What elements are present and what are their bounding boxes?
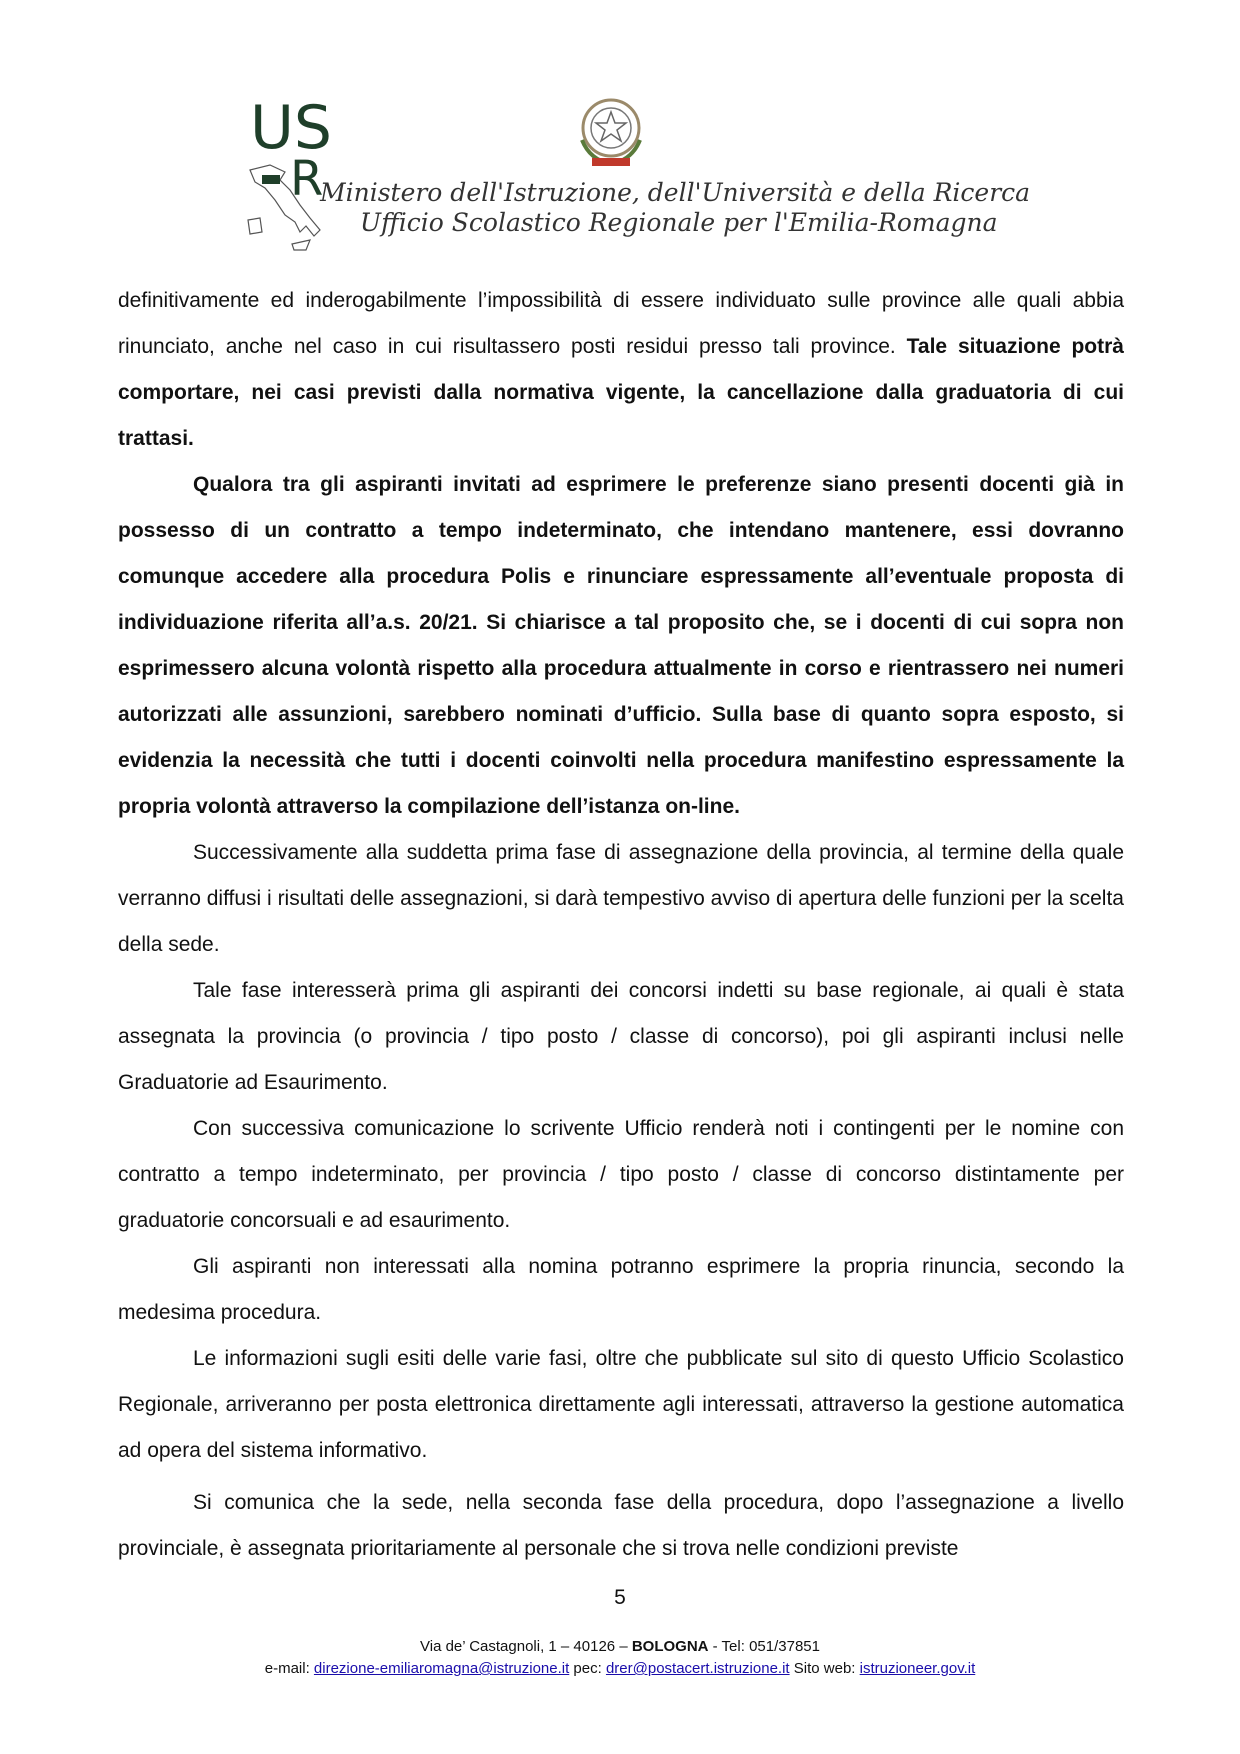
footer-address — [0, 1636, 1240, 1658]
footer-email-label: e-mail: — [264, 1660, 314, 1677]
letterhead — [240, 80, 1031, 250]
ministry-line-2: Ufficio Scolastico Regionale per l'Emilia-Romagna — [360, 208, 998, 237]
footer-email-link[interactable]: direzione-emiliaromagna@istruzione.it — [313, 1660, 570, 1677]
paragraph-4: Tale fase interesserà prima gli aspiranti dei concorsi indetti su base regionale, ai quali è stata assegnata la provincia (o provincia / tipo posto / classe di concorso), poi gli aspiranti inclusi nelle Graduatorie ad Esaurimento. — [118, 979, 1124, 1094]
page-number: 5 — [614, 1586, 626, 1609]
footer-city: BOLOGNA — [631, 1638, 709, 1655]
footer-contacts — [0, 1658, 1240, 1680]
ministry-line-1: Ministero dell'Istruzione, dell'Università e della Ricerca — [320, 178, 1031, 207]
footer-pec-label: pec: — [569, 1660, 606, 1677]
footer-site-label: Sito web: — [789, 1660, 860, 1677]
letter-body — [118, 278, 1124, 1572]
footer-address-suffix: - Tel: 051/37851 — [708, 1638, 820, 1655]
paragraph-1-bold: Tale situazione potrà comportare, nei casi previsti dalla normativa vigente, la cancellazione dalla graduatoria di cui trattasi. — [118, 335, 1124, 450]
paragraph-5: Con successiva comunicazione lo scrivente Ufficio renderà noti i contingenti per le nomine con contratto a tempo indeterminato, per provincia / tipo posto / classe di concorso distintamente per graduatorie concorsuali e ad esaurimento. — [118, 1117, 1124, 1232]
paragraph-1 — [118, 278, 1124, 462]
footer-pec-link[interactable]: drer@postacert.istruzione.it — [605, 1660, 790, 1677]
italy-map-icon — [240, 160, 330, 255]
footer-site-link[interactable]: istruzioneer.gov.it — [859, 1660, 976, 1677]
paragraph-7: Le informazioni sugli esiti delle varie fasi, oltre che pubblicate sul sito di questo Ufficio Scolastico Regionale, arriveranno per posta elettronica direttamente agli interessati, attraverso la gestione automatica ad opera del sistema informativo. — [118, 1347, 1124, 1462]
usr-logo-r: R — [290, 151, 324, 207]
paragraph-1-text: definitivamente ed inderogabilmente l’impossibilità di essere individuato sulle province alle quali abbia rinunciato, anche nel caso in cui risultassero posti residui presso tali province. — [118, 289, 1124, 358]
footer-address-prefix: Via de’ Castagnoli, 1 – 40126 – — [420, 1638, 632, 1655]
paragraph-3: Successivamente alla suddetta prima fase di assegnazione della provincia, al termine della quale verranno diffusi i risultati delle assegnazioni, si darà tempestivo avviso di apertura delle funzioni per la scelta della sede. — [118, 841, 1124, 956]
italian-republic-emblem-icon — [570, 88, 652, 172]
usr-logo-letters: US — [250, 93, 333, 163]
paragraph-6: Gli aspiranti non interessati alla nomina potranno esprimere la propria rinuncia, secondo la medesima procedura. — [118, 1255, 1124, 1324]
paragraph-2: Qualora tra gli aspiranti invitati ad esprimere le preferenze siano presenti docenti già in possesso di un contratto a tempo indeterminato, che intendano mantenere, essi dovranno comunque accedere alla procedura Polis e rinunciare espressamente all’eventuale proposta di individuazione riferita all’a.s. 20/21. Si chiarisce a tal proposito che, se i docenti di cui sopra non esprimessero alcuna volontà rispetto alla procedura attualmente in corso e rientrassero nei numeri autorizzati alle assunzioni, sarebbero nominati d’ufficio. Sulla base di quanto sopra esposto, si evidenzia la necessità che tutti i docenti coinvolti nella procedura manifestino espressamente la propria volontà attraverso la compilazione dell’istanza on-line. — [118, 473, 1124, 818]
paragraph-8: Si comunica che la sede, nella seconda fase della procedura, dopo l’assegnazione a livello provinciale, è assegnata prioritariamente al personale che si trova nelle condizioni previste — [118, 1491, 1124, 1560]
footer — [0, 1636, 1240, 1680]
